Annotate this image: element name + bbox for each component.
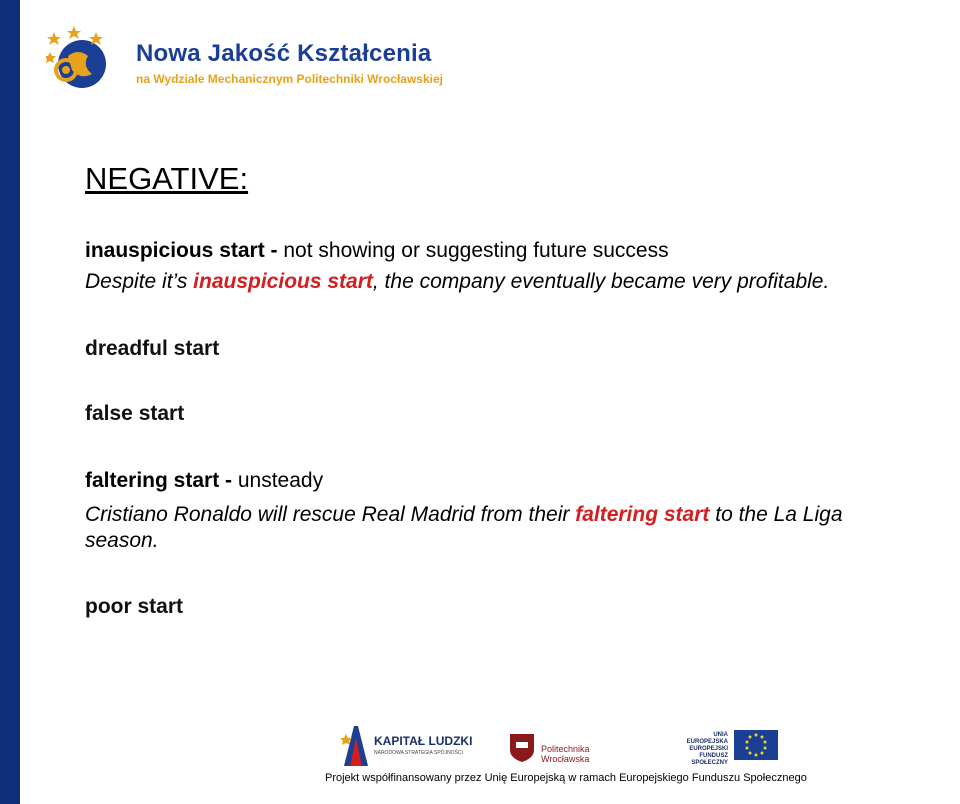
example-faltering-line2: season. (85, 529, 159, 552)
term-label: faltering start - (85, 469, 238, 492)
logo-title: Nowa Jakość Kształcenia (136, 40, 432, 67)
entry-faltering (85, 469, 323, 493)
example-text-pre: Cristiano Ronaldo will rescue Real Madrid from their (85, 503, 576, 526)
globe-stars-logo-icon (46, 26, 114, 92)
example-text-post: to the La Liga (709, 503, 843, 526)
term-label: inauspicious start - (85, 239, 284, 262)
kapital-ludzki-title: KAPITAŁ LUDZKI (374, 734, 473, 748)
logo-subtitle: na Wydziale Mechanicznym Politechniki Wrocławskiej (136, 72, 443, 86)
example-inauspicious (85, 270, 829, 294)
eu-text: UNIA EUROPEJSKA EUROPEJSKI FUNDUSZ SPOŁECZNY (686, 732, 728, 766)
eu-flag-icon (734, 730, 778, 760)
kapital-ludzki-icon (340, 722, 370, 768)
politechnika-name: Politechnika Wrocławska (541, 744, 590, 764)
kapital-ludzki-logo (340, 722, 490, 768)
politechnika-crest-icon (508, 732, 536, 762)
politechnika-logo (508, 722, 638, 768)
entry-dreadful: dreadful start (85, 337, 220, 360)
section-heading: NEGATIVE: (85, 161, 249, 196)
definition-text: not showing or suggesting future success (283, 239, 669, 262)
entry-poor: poor start (85, 595, 184, 618)
footer-logos (340, 722, 780, 768)
left-sidebar-bar (0, 0, 20, 804)
example-text-pre: Despite it’s (85, 270, 194, 293)
eu-logo (672, 722, 780, 768)
entry-inauspicious (85, 239, 669, 263)
example-faltering (85, 503, 843, 527)
definition-text: unsteady (237, 469, 324, 492)
example-text-post: , the company eventually became very profitable. (372, 270, 830, 293)
entry-false-start: false start (85, 402, 185, 425)
example-highlight: faltering start (575, 503, 710, 526)
footer-note: Projekt współfinansowany przez Unię Europejską w ramach Europejskiego Funduszu Społecznego (325, 772, 807, 784)
kapital-ludzki-subtitle: NARODOWA STRATEGIA SPÓJNOŚCI (374, 750, 463, 756)
example-highlight: inauspicious start (193, 270, 373, 293)
